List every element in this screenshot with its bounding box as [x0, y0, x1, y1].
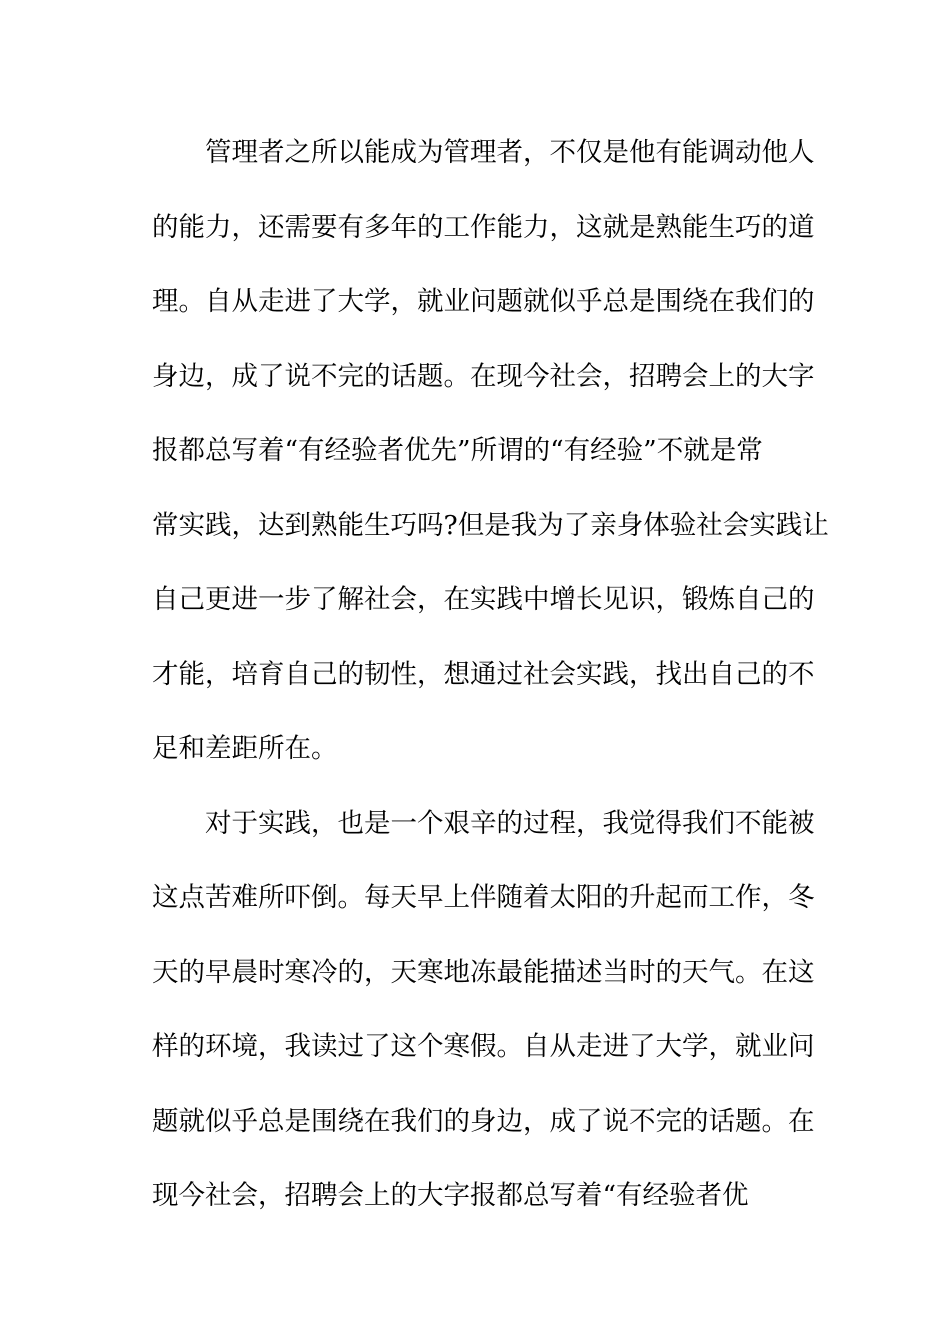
paragraph-2: [152, 797, 815, 1244]
text-line: 对于实践，也是一个艰辛的过程，我觉得我们不能被: [205, 807, 815, 839]
paragraph-1: [152, 126, 829, 797]
text-line: 这点苦难所吓倒。每天早上伴随着太阳的升起而工作，冬: [152, 882, 815, 913]
text-line: 足和差距所在。: [152, 733, 338, 764]
text-line: 现今社会，招聘会上的大字报都总写着“有经验者优: [152, 1180, 749, 1211]
text-line: 天的早晨时寒冷的，天寒地冻最能描述当时的天气。在这: [152, 956, 815, 988]
text-line: 题就似乎总是围绕在我们的身边，成了说不完的话题。在: [152, 1105, 815, 1137]
text-line: 理。自从走进了大学，就业问题就似乎总是围绕在我们的: [152, 286, 815, 317]
text-line: 身边，成了说不完的话题。在现今社会，招聘会上的大字: [152, 360, 815, 392]
text-line: 才能，培育自己的韧性，想通过社会实践，找出自己的不: [152, 658, 815, 690]
text-line: 管理者之所以能成为管理者，不仅是他有能调动他人: [205, 137, 815, 168]
text-line: 常实践，达到熟能生巧吗?但是我为了亲身体验社会实践让: [152, 509, 829, 541]
text-line: 的能力，还需要有多年的工作能力，这就是熟能生巧的道: [152, 211, 815, 243]
text-line: 报都总写着“有经验者优先”所谓的“有经验”不就是常: [152, 435, 763, 466]
text-line: 样的环境，我读过了这个寒假。自从走进了大学，就业问: [152, 1031, 815, 1062]
document-body: [152, 126, 829, 1244]
text-line: 自己更进一步了解社会，在实践中增长见识，锻炼自己的: [152, 584, 815, 615]
